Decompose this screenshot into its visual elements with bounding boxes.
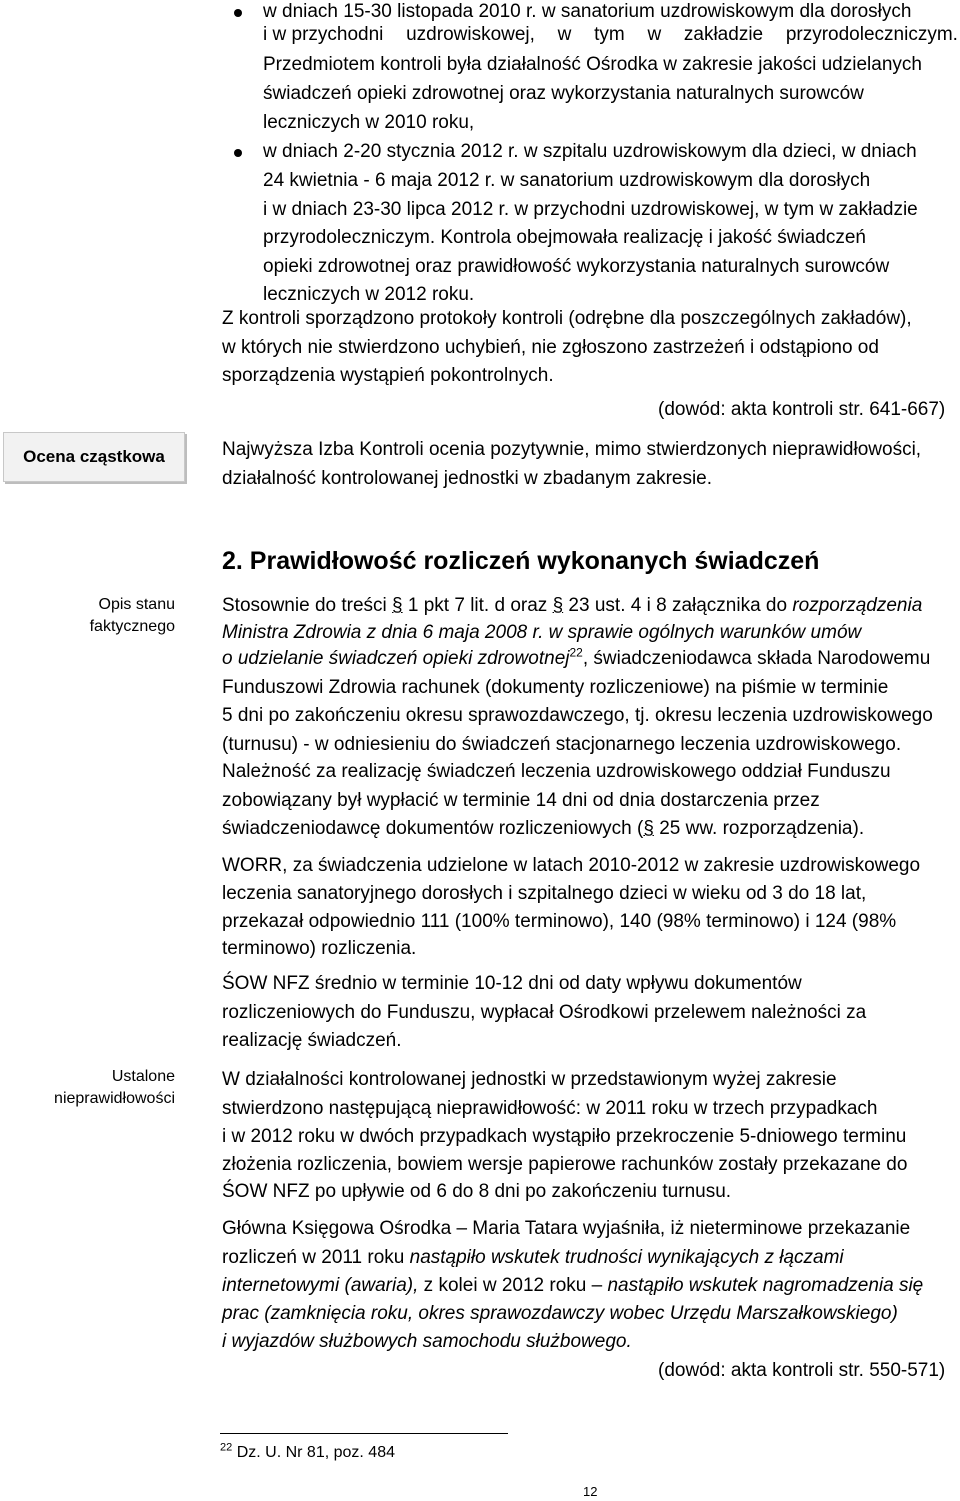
word: w bbox=[647, 24, 662, 45]
list-item-line: w dniach 2-20 stycznia 2012 r. w szpitalu uzdrowiskowym dla dzieci, w dniach bbox=[263, 141, 917, 162]
paragraph-line bbox=[222, 1246, 844, 1270]
side-label-line: nieprawidłowości bbox=[54, 1090, 175, 1107]
word: w bbox=[557, 24, 572, 45]
paragraph-line: WORR, za świadczenia udzielone w latach 2010-2012 w zakresie uzdrowiskowego bbox=[222, 855, 921, 876]
paragraph-line: realizację świadczeń. bbox=[222, 1030, 402, 1051]
list-item-line: w dniach 15-30 listopada 2010 r. w sanatorium uzdrowiskowym dla dorosłych bbox=[263, 1, 912, 22]
paragraph-line: W działalności kontrolowanej jednostki w przedstawionym wyżej zakresie bbox=[222, 1069, 837, 1090]
footnote-text: Dz. U. Nr 81, poz. 484 bbox=[232, 1444, 395, 1461]
word: zakładzie bbox=[683, 24, 764, 45]
protocols-line: w których nie stwierdzono uchybień, nie zgłoszono zastrzeżeń i odstąpiono od bbox=[222, 337, 879, 358]
page-number: 12 bbox=[583, 1484, 598, 1499]
paragraph-line: (turnusu) - w odniesieniu do świadczeń stacjonarnego leczenia uzdrowiskowego. bbox=[222, 734, 902, 755]
section-sign: § bbox=[392, 595, 403, 616]
word: uzdrowiskowej, bbox=[406, 24, 535, 45]
list-bullet bbox=[234, 9, 242, 17]
section-sign: § bbox=[643, 818, 654, 839]
italic-text: nastąpiło wskutek trudności wynikających z łączami bbox=[409, 1247, 844, 1268]
list-item-line: 24 kwietnia - 6 maja 2012 r. w sanatorium uzdrowiskowym dla dorosłych bbox=[263, 170, 871, 191]
word: tym bbox=[594, 24, 625, 45]
text: Stosownie do treści bbox=[222, 595, 393, 616]
paragraph-line: ŚOW NFZ po upływie od 6 do 8 dni po zakończeniu turnusu. bbox=[222, 1181, 732, 1202]
paragraph-line: Należność za realizację świadczeń leczenia uzdrowiskowego oddział Funduszu bbox=[222, 761, 891, 782]
paragraph-line bbox=[222, 594, 922, 618]
paragraph-line: i w 2012 roku w dwóch przypadkach wystąpiło przekroczenie 5-dniowego terminu bbox=[222, 1126, 907, 1147]
side-label-facts bbox=[5, 594, 175, 638]
section-sign: § bbox=[552, 595, 564, 616]
italic-text: o udzielanie świadczeń opieki zdrowotnej bbox=[222, 648, 570, 669]
partial-assessment-label bbox=[3, 432, 185, 482]
list-item-line: opieki zdrowotnej oraz prawidłowość wykorzystania naturalnych surowców bbox=[263, 256, 890, 277]
text: świadczeniodawcę dokumentów rozliczeniowych ( bbox=[222, 818, 644, 839]
text: 1 pkt 7 lit. d oraz bbox=[402, 595, 553, 616]
italic-text: prac (zamknięcia roku, okres sprawozdawczy wobec Urzędu Marszałkowskiego) bbox=[222, 1303, 898, 1324]
text: rozliczeń w 2011 roku bbox=[222, 1247, 410, 1268]
paragraph-line: Funduszowi Zdrowia rachunek (dokumenty rozliczeniowe) na piśmie w terminie bbox=[222, 677, 889, 698]
paragraph-line bbox=[222, 621, 861, 645]
word: przyrodoleczniczym. bbox=[785, 24, 958, 45]
list-item-line: leczniczych w 2010 roku, bbox=[263, 112, 475, 133]
italic-text: rozporządzenia bbox=[792, 595, 923, 616]
paragraph-line bbox=[222, 647, 930, 671]
paragraph-line: zobowiązany był wypłacić w terminie 14 dni od dnia dostarczenia przez bbox=[222, 790, 820, 811]
paragraph-line: 5 dni po zakończeniu okresu sprawozdawczego, tj. okresu leczenia uzdrowiskowego bbox=[222, 705, 933, 726]
italic-text: nastąpiło wskutek nagromadzenia się bbox=[607, 1275, 924, 1296]
text: z kolei w 2012 roku – bbox=[418, 1275, 608, 1296]
list-item-line: przyrodoleczniczym. Kontrola obejmowała realizację i jakość świadczeń bbox=[263, 227, 866, 248]
list-item-line: i w dniach 23-30 lipca 2012 r. w przychodni uzdrowiskowej, w tym w zakładzie bbox=[263, 199, 918, 220]
italic-text: Ministra Zdrowia z dnia 6 maja 2008 r. w sprawie ogólnych warunków umów bbox=[222, 622, 862, 643]
side-label-irregularities bbox=[5, 1066, 175, 1110]
list-bullet bbox=[234, 149, 242, 157]
italic-text: internetowymi (awaria), bbox=[222, 1275, 419, 1296]
evidence-reference: (dowód: akta kontroli str. 550-571) bbox=[658, 1360, 946, 1381]
partial-assessment-text: Ocena cząstkowa bbox=[23, 447, 165, 466]
protocols-line: sporządzenia wystąpień pokontrolnych. bbox=[222, 365, 554, 386]
list-item-line: leczniczych w 2012 roku. bbox=[263, 284, 475, 305]
paragraph-line bbox=[222, 1274, 923, 1298]
evidence-reference: (dowód: akta kontroli str. 641-667) bbox=[658, 399, 946, 420]
paragraph-line: Główna Księgowa Ośrodka – Maria Tatara wyjaśniła, iż nieterminowe przekazanie bbox=[222, 1218, 911, 1239]
footnote-separator bbox=[220, 1433, 508, 1434]
paragraph-line: przekazał odpowiednio 111 (100% terminowo), 140 (98% terminowo) i 124 (98% bbox=[222, 911, 897, 932]
text: 25 ww. rozporządzenia). bbox=[653, 818, 865, 839]
paragraph-line bbox=[222, 817, 864, 841]
paragraph-line: ŚOW NFZ średnio w terminie 10-12 dni od daty wpływu dokumentów bbox=[222, 973, 802, 994]
word: i w przychodni bbox=[263, 24, 384, 45]
section-heading: 2. Prawidłowość rozliczeń wykonanych świadczeń bbox=[222, 547, 820, 575]
paragraph-line: terminowo) rozliczenia. bbox=[222, 938, 417, 959]
footnote-ref: 22 bbox=[569, 645, 583, 660]
paragraph-line: rozliczeniowych do Funduszu, wypłacał Ośrodkowi przelewem należności za bbox=[222, 1002, 867, 1023]
paragraph-line: leczenia sanatoryjnego dorosłych i szpitalnego dzieci w wieku od 3 do 18 lat, bbox=[222, 883, 867, 904]
side-label-line: faktycznego bbox=[89, 618, 175, 635]
assessment-line: działalność kontrolowanej jednostki w zbadanym zakresie. bbox=[222, 468, 713, 489]
list-item-line: świadczeń opieki zdrowotnej oraz wykorzystania naturalnych surowców bbox=[263, 83, 864, 104]
assessment-line: Najwyższa Izba Kontroli ocenia pozytywnie, mimo stwierdzonych nieprawidłowości, bbox=[222, 439, 922, 460]
side-label-line: Opis stanu bbox=[98, 596, 175, 613]
paragraph-line: złożenia rozliczenia, bowiem wersje papierowe rachunków zostały przekazane do bbox=[222, 1154, 908, 1175]
footnote-number: 22 bbox=[220, 1441, 233, 1454]
text: , świadczeniodawca składa Narodowemu bbox=[582, 648, 931, 669]
protocols-line: Z kontroli sporządzono protokoły kontroli (odrębne dla poszczególnych zakładów), bbox=[222, 308, 912, 329]
text: 23 ust. 4 i 8 załącznika do bbox=[563, 595, 793, 616]
italic-text: i wyjazdów służbowych samochodu służbowego. bbox=[222, 1331, 632, 1352]
paragraph-line: stwierdzono następującą nieprawidłowość: w 2011 roku w trzech przypadkach bbox=[222, 1098, 878, 1119]
list-item-line: Przedmiotem kontroli była działalność Ośrodka w zakresie jakości udzielanych bbox=[263, 54, 922, 75]
list-item-line bbox=[263, 23, 958, 47]
paragraph-line bbox=[222, 1302, 898, 1326]
side-label-line: Ustalone bbox=[111, 1068, 175, 1085]
footnote bbox=[220, 1441, 395, 1465]
paragraph-line bbox=[222, 1330, 632, 1354]
